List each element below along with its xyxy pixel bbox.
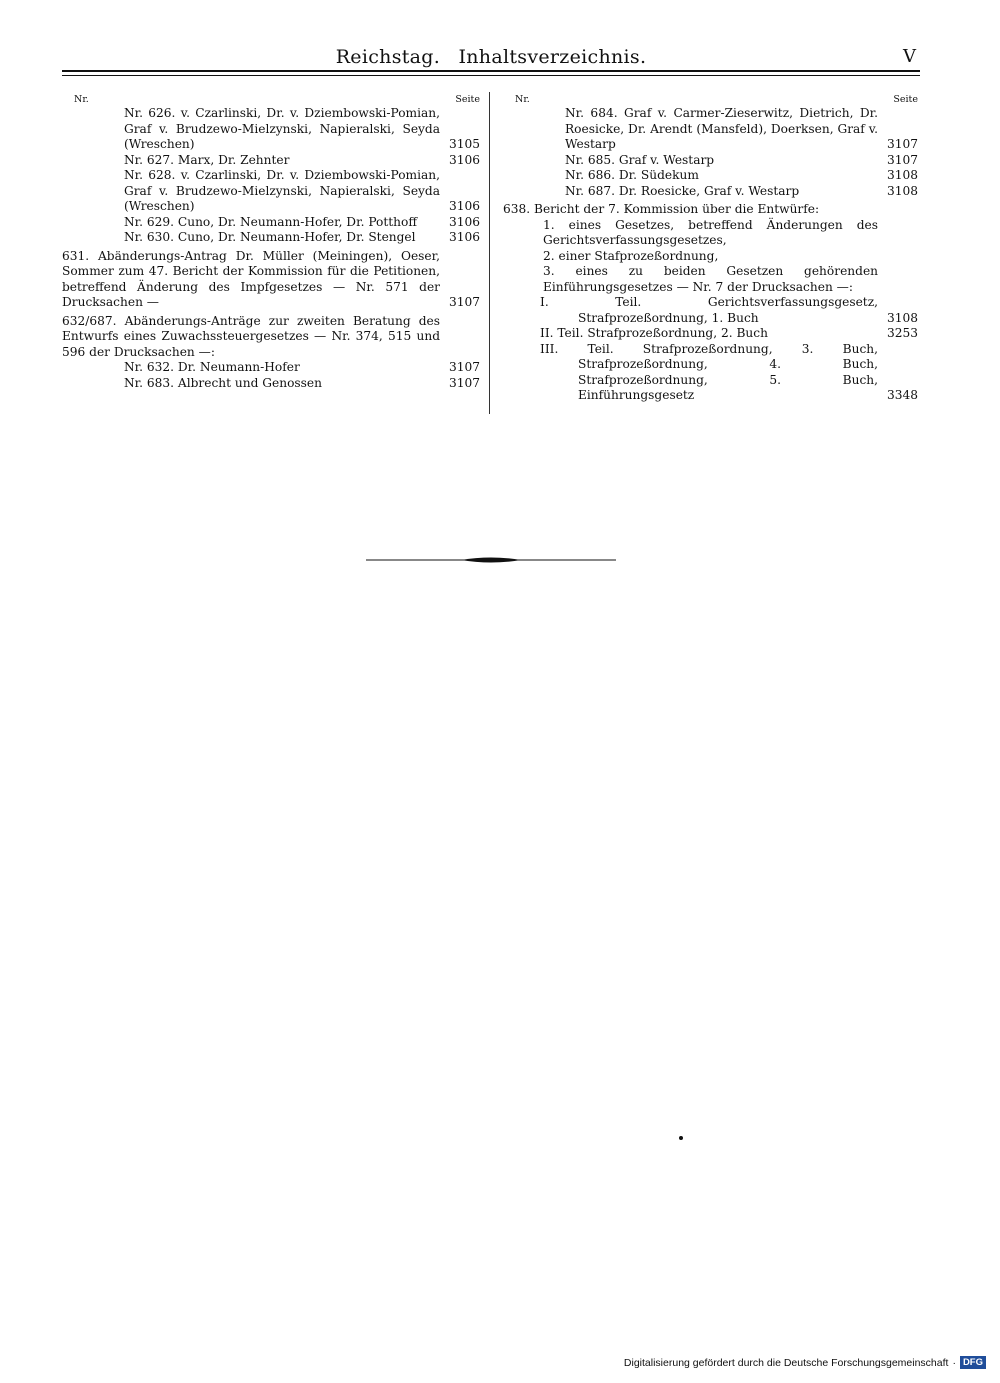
entry-page: 3108 [886, 168, 918, 182]
entry-page: 3108 [886, 310, 918, 325]
entry-page: 3106 [448, 199, 480, 213]
toc-entry [503, 249, 918, 265]
seite-label: Seite [893, 94, 918, 105]
toc-entry [62, 215, 480, 231]
entry-text: 632/687. Abänderungs-Anträge zur zweiten Beratung des Entwurfs eines Zuwachssteuergesetzes — Nr. 374, 515 und 596 der Drucksachen —: [62, 313, 440, 359]
toc-entry [503, 168, 918, 184]
toc-entry [503, 218, 918, 249]
entry-page: 3107 [886, 137, 918, 151]
entry-text: Nr. 687. Dr. Roesicke, Graf v. Westarp [565, 183, 800, 198]
entry-page: 3105 [448, 137, 480, 151]
entry-text: II. Teil. Strafprozeßordnung, 2. Buch [540, 326, 768, 340]
title-reichstag: Reichstag. [335, 46, 441, 68]
left-column [62, 92, 480, 391]
title-inhaltsverzeichnis: Inhaltsverzeichnis. [458, 46, 647, 68]
page-title [62, 46, 920, 68]
entry-text: Nr. 626. v. Czarlinski, Dr. v. Dziembowski-Pomian, Graf v. Brudzewo-Mielzynski, Napieralski, Seyda (Wreschen) [124, 106, 440, 151]
toc-entry [62, 106, 480, 153]
entry-page: 3107 [448, 360, 480, 374]
entry-page: 3106 [448, 152, 480, 167]
page-footer: Digitalisierung gefördert durch die Deutsche Forschungsgemeinschaft · DFG [624, 1356, 986, 1369]
entry-text: Nr. 683. Albrecht und Genossen [124, 375, 322, 390]
entry-text: 631. Abänderungs-Antrag Dr. Müller (Meiningen), Oeser, Sommer zum 47. Bericht der Kommission für die Petitionen, betreffend Änderung des Impfgesetzes — Nr. 571 der Drucksachen — [62, 248, 440, 309]
toc-entry [62, 360, 480, 376]
entry-text: Nr. 629. Cuno, Dr. Neumann-Hofer, Dr. Potthoff [124, 214, 417, 229]
toc-entry [62, 376, 480, 392]
entry-page: 3107 [886, 152, 918, 167]
toc-entry [62, 153, 480, 169]
entry-text: Nr. 628. v. Czarlinski, Dr. v. Dziembowski-Pomian, Graf v. Brudzewo-Mielzynski, Napieralski, Seyda (Wreschen) [124, 168, 440, 213]
toc-entry [62, 314, 480, 361]
toc-entry [503, 153, 918, 169]
toc-entry [503, 202, 918, 218]
dfg-logo: DFG [960, 1356, 986, 1369]
nr-label: Nr. [515, 94, 530, 105]
page-number: V [903, 46, 916, 67]
toc-entry [503, 326, 918, 342]
seite-label: Seite [455, 94, 480, 105]
entry-text: Nr. 684. Graf v. Carmer-Zieserwitz, Dietrich, Dr. Roesicke, Dr. Arendt (Mansfeld), Doerksen, Graf v. Westarp [565, 106, 878, 151]
header-rule-thick [62, 70, 920, 72]
toc-entry [503, 184, 918, 200]
entry-page: 3107 [448, 375, 480, 390]
footer-text: Digitalisierung gefördert durch die Deutsche Forschungsgemeinschaft [623, 1356, 949, 1369]
ornamental-rule [366, 554, 616, 566]
entry-page: 3106 [448, 230, 480, 244]
right-column [503, 92, 918, 404]
entry-text: Nr. 627. Marx, Dr. Zehnter [124, 152, 290, 167]
entry-page: 3253 [886, 326, 918, 340]
entry-text: III. Teil. Strafprozeßordnung, 3. Buch, Strafprozeßordnung, 4. Buch, Strafprozeßordnung, 5. Buch, Einführungsgesetz [540, 341, 878, 402]
toc-entry [503, 106, 918, 153]
entry-page: 3348 [886, 388, 918, 402]
entry-text: Nr. 685. Graf v. Westarp [565, 152, 715, 167]
header-rule-thin [62, 75, 920, 76]
entry-text: Nr. 632. Dr. Neumann-Hofer [124, 360, 300, 374]
nr-label: Nr. [74, 94, 89, 105]
print-speck [679, 1136, 683, 1140]
toc-entry [503, 264, 918, 295]
toc-entry [62, 168, 480, 215]
entry-text: I. Teil. Gerichtsverfassungsgesetz, Strafprozeßordnung, 1. Buch [540, 295, 878, 325]
entry-page: 3108 [886, 183, 918, 198]
entry-text: 2. einer Stafprozeßordnung, [543, 248, 719, 263]
entry-text: Nr. 686. Dr. Südekum [565, 168, 699, 182]
toc-entry [62, 230, 480, 246]
entry-text: 3. eines zu beiden Gesetzen gehörenden Einführungsgesetzes — Nr. 7 der Drucksachen —: [543, 264, 878, 294]
toc-entry [503, 342, 918, 404]
toc-entry [503, 295, 918, 326]
entry-text: 1. eines Gesetzes, betreffend Änderungen des Gerichtsverfassungsgesetzes, [543, 217, 878, 247]
entry-text: Nr. 630. Cuno, Dr. Neumann-Hofer, Dr. Stengel [124, 230, 416, 244]
entry-page: 3106 [448, 214, 480, 229]
toc-entry [62, 249, 480, 311]
column-divider [489, 92, 490, 414]
right-column-header [503, 92, 918, 106]
entry-text: 638. Bericht der 7. Kommission über die Entwürfe: [503, 202, 820, 216]
left-column-header [62, 92, 480, 106]
entry-page: 3107 [448, 295, 480, 309]
